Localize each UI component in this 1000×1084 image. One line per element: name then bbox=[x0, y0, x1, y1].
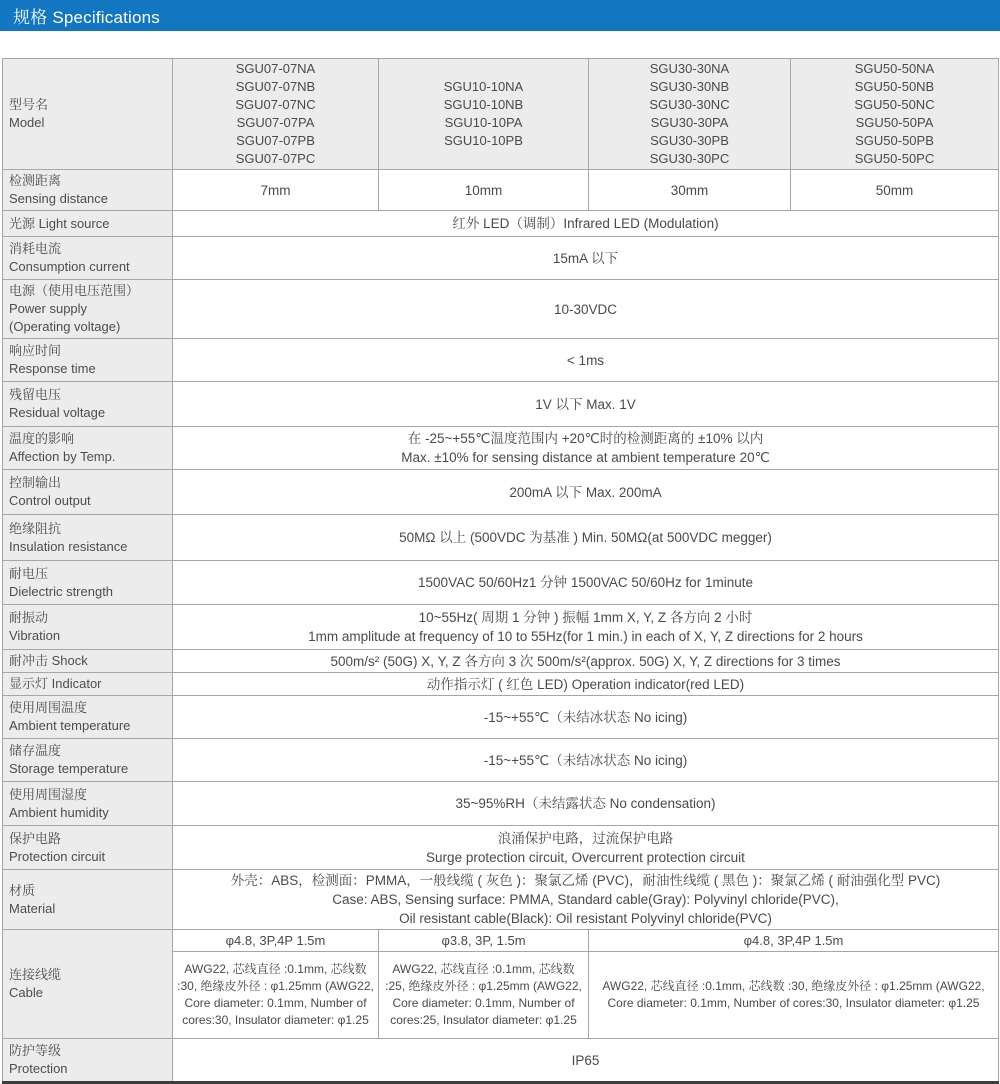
sensing-value-50mm: 50mm bbox=[791, 170, 999, 211]
row-consumption-label: 消耗电流 Consumption current bbox=[3, 237, 173, 280]
row-ambient-temp-label: 使用周围温度 Ambient temperature bbox=[3, 696, 173, 739]
dielectric-value: 1500VAC 50/60Hz1 分钟 1500VAC 50/60Hz for 1minute bbox=[173, 561, 999, 605]
row-protection-circuit bbox=[3, 826, 999, 870]
row-control-output bbox=[3, 470, 999, 515]
row-humidity-label: 使用周围湿度 Ambient humidity bbox=[3, 782, 173, 826]
indicator-value: 动作指示灯 ( 红色 LED) Operation indicator(red LED) bbox=[173, 673, 999, 696]
row-control-label: 控制输出 Control output bbox=[3, 470, 173, 515]
row-vibration bbox=[3, 605, 999, 650]
row-shock-label: 耐冲击 Shock bbox=[3, 650, 173, 673]
ambient-temp-value: -15~+55℃（未结冰状态 No icing) bbox=[173, 696, 999, 739]
row-power-supply bbox=[3, 280, 999, 339]
row-temp-label: 温度的影响 Affection by Temp. bbox=[3, 427, 173, 470]
cable-size-sgu07: φ4.8, 3P,4P 1.5m bbox=[173, 930, 379, 952]
storage-temp-value: -15~+55℃（未结冰状态 No icing) bbox=[173, 739, 999, 782]
temp-value: 在 -25~+55℃温度范围内 +20℃时的检测距离的 ±10% 以内 Max. ±10% for sensing distance at ambient temperature 20℃ bbox=[173, 427, 999, 470]
row-indicator bbox=[3, 673, 999, 696]
row-temperature-affection bbox=[3, 427, 999, 470]
cable-detail-sgu07: AWG22, 芯线直径 :0.1mm, 芯线数 :30, 绝缘皮外径 : φ1.25mm (AWG22, Core diameter: 0.1mm, Number of cores:30, Insulator diameter: φ1.25 bbox=[173, 952, 379, 1039]
row-light-source bbox=[3, 211, 999, 237]
light-value: 红外 LED（调制）Infrared LED (Modulation) bbox=[173, 211, 999, 237]
section-title-bar bbox=[0, 0, 1000, 31]
cable-size-sgu10: φ3.8, 3P, 1.5m bbox=[379, 930, 589, 952]
row-residual-voltage bbox=[3, 382, 999, 427]
model-list-sgu30: SGU30-30NA SGU30-30NB SGU30-30NC SGU30-30PA SGU30-30PB SGU30-30PC bbox=[589, 59, 791, 170]
row-material-label: 材质 Material bbox=[3, 870, 173, 930]
row-response-label: 响应时间 Response time bbox=[3, 339, 173, 382]
control-value: 200mA 以下 Max. 200mA bbox=[173, 470, 999, 515]
protection-value: IP65 bbox=[173, 1039, 999, 1083]
row-protection-circuit-label: 保护电路 Protection circuit bbox=[3, 826, 173, 870]
row-vibration-label: 耐振动 Vibration bbox=[3, 605, 173, 650]
row-consumption-current bbox=[3, 237, 999, 280]
row-dielectric-strength bbox=[3, 561, 999, 605]
row-sensing-distance bbox=[3, 170, 999, 211]
row-residual-label: 残留电压 Residual voltage bbox=[3, 382, 173, 427]
row-sensing-label: 检测距离 Sensing distance bbox=[3, 170, 173, 211]
residual-value: 1V 以下 Max. 1V bbox=[173, 382, 999, 427]
sensing-value-30mm: 30mm bbox=[589, 170, 791, 211]
row-storage-temperature bbox=[3, 739, 999, 782]
model-list-sgu07: SGU07-07NA SGU07-07NB SGU07-07NC SGU07-07PA SGU07-07PB SGU07-07PC bbox=[173, 59, 379, 170]
row-protection-label: 防护等级 Protection bbox=[3, 1039, 173, 1083]
row-dielectric-label: 耐电压 Dielectric strength bbox=[3, 561, 173, 605]
cable-detail-sgu30-50: AWG22, 芯线直径 :0.1mm, 芯线数 :30, 绝缘皮外径 : φ1.25mm (AWG22, Core diameter: 0.1mm, Number of cores:30, Insulator diameter: φ1.25 bbox=[589, 952, 999, 1039]
row-response-time bbox=[3, 339, 999, 382]
row-protection-rating bbox=[3, 1039, 999, 1083]
row-ambient-humidity bbox=[3, 782, 999, 826]
row-indicator-label: 显示灯 Indicator bbox=[3, 673, 173, 696]
spacer bbox=[0, 31, 1000, 58]
row-material bbox=[3, 870, 999, 930]
row-insulation-resistance bbox=[3, 515, 999, 561]
model-list-sgu10: SGU10-10NA SGU10-10NB SGU10-10PA SGU10-10PB bbox=[379, 59, 589, 170]
row-shock bbox=[3, 650, 999, 673]
protection-circuit-value: 浪涌保护电路，过流保护电路 Surge protection circuit, Overcurrent protection circuit bbox=[173, 826, 999, 870]
row-model bbox=[3, 59, 999, 170]
sensing-value-7mm: 7mm bbox=[173, 170, 379, 211]
row-insulation-label: 绝缘阻抗 Insulation resistance bbox=[3, 515, 173, 561]
cable-detail-sgu10: AWG22, 芯线直径 :0.1mm, 芯线数 :25, 绝缘皮外径 : φ1.25mm (AWG22, Core diameter: 0.1mm, Number of cores:25, Insulator diameter: φ1.25 bbox=[379, 952, 589, 1039]
row-model-label: 型号名 Model bbox=[3, 59, 173, 170]
row-cable-header bbox=[3, 930, 999, 952]
row-storage-temp-label: 储存温度 Storage temperature bbox=[3, 739, 173, 782]
spec-table bbox=[2, 58, 999, 1084]
cable-size-sgu30-50: φ4.8, 3P,4P 1.5m bbox=[589, 930, 999, 952]
shock-value: 500m/s² (50G) X, Y, Z 各方向 3 次 500m/s²(approx. 50G) X, Y, Z directions for 3 times bbox=[173, 650, 999, 673]
row-cable-label: 连接线缆 Cable bbox=[3, 930, 173, 1039]
sensing-value-10mm: 10mm bbox=[379, 170, 589, 211]
row-light-label: 光源 Light source bbox=[3, 211, 173, 237]
response-value: < 1ms bbox=[173, 339, 999, 382]
row-ambient-temperature bbox=[3, 696, 999, 739]
insulation-value: 50MΩ 以上 (500VDC 为基准 ) Min. 50MΩ(at 500VDC megger) bbox=[173, 515, 999, 561]
model-list-sgu50: SGU50-50NA SGU50-50NB SGU50-50NC SGU50-50PA SGU50-50PB SGU50-50PC bbox=[791, 59, 999, 170]
consumption-value: 15mA 以下 bbox=[173, 237, 999, 280]
power-value: 10-30VDC bbox=[173, 280, 999, 339]
row-power-label: 电源（使用电压范围） Power supply (Operating voltage) bbox=[3, 280, 173, 339]
humidity-value: 35~95%RH（未结露状态 No condensation) bbox=[173, 782, 999, 826]
section-title: 规格 Specifications bbox=[13, 8, 161, 27]
material-value: 外壳：ABS，检测面：PMMA，一般线缆 ( 灰色 )：聚氯乙烯 (PVC)，耐油性线缆 ( 黑色 )：聚氯乙烯 ( 耐油强化型 PVC) Case: ABS, Sensing surface: PMMA, Standard cable(Gray): Polyvinyl chloride(PVC), Oil resistant cable(Black): Oil resistant Polyvinyl chloride(PVC) bbox=[173, 870, 999, 930]
vibration-value: 10~55Hz( 周期 1 分钟 ) 振幅 1mm X, Y, Z 各方向 2 小时 1mm amplitude at frequency of 10 to 55Hz(for 1 min.) in each of X, Y, Z directions for 2 hours bbox=[173, 605, 999, 650]
